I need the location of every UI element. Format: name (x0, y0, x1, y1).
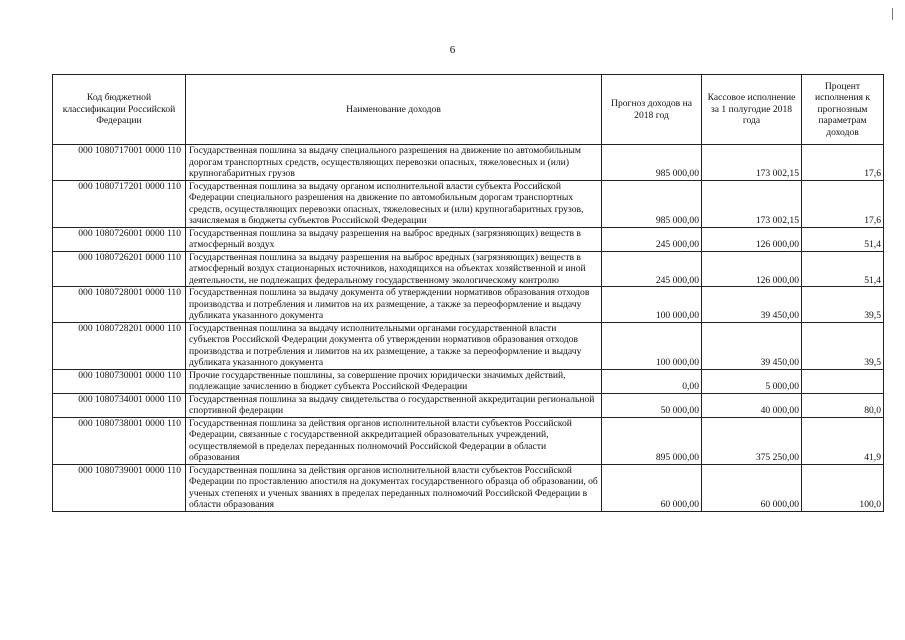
revenue-name-cell: Государственная пошлина за действия органов исполнительной власти субъектов Российской Федерации по проставлению апостиля на документах государственного образца об образовании, об ученых степенях и ученых званиях в пределах переданных полномочий Российской Федерации в области образования (186, 464, 602, 511)
percent-cell: 17,6 (802, 145, 884, 181)
table-row (53, 322, 884, 369)
forecast-cell: 60 000,00 (602, 464, 702, 511)
header-row (53, 75, 884, 145)
executed-cell: 126 000,00 (702, 227, 802, 251)
budget-code-cell: 000 1080726201 0000 110 (53, 251, 186, 287)
percent-cell: 41,9 (802, 417, 884, 464)
table-row (53, 227, 884, 251)
executed-cell: 39 450,00 (702, 322, 802, 369)
table-row (53, 393, 884, 417)
table-row (53, 251, 884, 287)
table-row (53, 145, 884, 181)
revenue-name-cell: Государственная пошлина за выдачу разрешения на выброс вредных (загрязняющих) веществ в атмосферный воздух стационарных источников, находящихся на объектах хозяйственной и иной деятельности, не подлежащих федеральному государственному экологическому контролю (186, 251, 602, 287)
executed-cell: 39 450,00 (702, 287, 802, 323)
percent-cell: 17,6 (802, 180, 884, 227)
table-header (53, 75, 884, 145)
percent-cell: 51,4 (802, 227, 884, 251)
forecast-cell: 985 000,00 (602, 145, 702, 181)
page-number: 6 (449, 44, 456, 56)
forecast-cell: 985 000,00 (602, 180, 702, 227)
header-forecast: Прогноз доходов на 2018 год (602, 75, 702, 145)
forecast-cell: 50 000,00 (602, 393, 702, 417)
table-body (53, 145, 884, 512)
scan-edge-mark (892, 8, 893, 20)
forecast-cell: 245 000,00 (602, 227, 702, 251)
table-row (53, 464, 884, 511)
executed-cell: 40 000,00 (702, 393, 802, 417)
forecast-cell: 245 000,00 (602, 251, 702, 287)
revenue-table-container (52, 74, 884, 512)
header-name: Наименование доходов (186, 75, 602, 145)
budget-code-cell: 000 1080728001 0000 110 (53, 287, 186, 323)
revenue-name-cell: Государственная пошлина за выдачу документа об утверждении нормативов образования отходов производства и потребления и лимитов на их размещение, а также за переоформление и выдачу дубликата указанного документа (186, 287, 602, 323)
revenue-table (52, 74, 884, 512)
budget-code-cell: 000 1080730001 0000 110 (53, 369, 186, 393)
table-row (53, 417, 884, 464)
executed-cell: 173 002,15 (702, 145, 802, 181)
percent-cell: 39,5 (802, 287, 884, 323)
budget-code-cell: 000 1080738001 0000 110 (53, 417, 186, 464)
percent-cell: 100,0 (802, 464, 884, 511)
revenue-name-cell: Государственная пошлина за выдачу свидетельства о государственной аккредитации региональной спортивной федерации (186, 393, 602, 417)
percent-cell: 39,5 (802, 322, 884, 369)
executed-cell: 5 000,00 (702, 369, 802, 393)
revenue-name-cell: Государственная пошлина за действия органов исполнительной власти субъектов Российской Федерации, связанные с государственной аккредитацией образовательных учреждений, осуществляемой в пределах переданных полномочий Российской Федерации в области образования (186, 417, 602, 464)
header-percent: Процент исполнения к прогнозным параметрам доходов (802, 75, 884, 145)
budget-code-cell: 000 1080717201 0000 110 (53, 180, 186, 227)
revenue-name-cell: Государственная пошлина за выдачу органом исполнительной власти субъекта Российской Федерации специального разрешения на движение по автомобильным дорогам транспортных средств, осуществляющих перевозки опасных, тяжеловесных и (или) крупногабаритных грузов, зачисляемая в бюджеты субъектов Российской Федерации (186, 180, 602, 227)
forecast-cell: 100 000,00 (602, 287, 702, 323)
table-row (53, 180, 884, 227)
revenue-name-cell: Государственная пошлина за выдачу разрешения на выброс вредных (загрязняющих) веществ в атмосферный воздух (186, 227, 602, 251)
table-row (53, 287, 884, 323)
percent-cell: 80,0 (802, 393, 884, 417)
executed-cell: 60 000,00 (702, 464, 802, 511)
forecast-cell: 100 000,00 (602, 322, 702, 369)
budget-code-cell: 000 1080726001 0000 110 (53, 227, 186, 251)
executed-cell: 126 000,00 (702, 251, 802, 287)
forecast-cell: 895 000,00 (602, 417, 702, 464)
executed-cell: 173 002,15 (702, 180, 802, 227)
budget-code-cell: 000 1080739001 0000 110 (53, 464, 186, 511)
revenue-name-cell: Государственная пошлина за выдачу специального разрешения на движение по автомобильным дорогам транспортных средств, осуществляющих перевозки опасных, тяжеловесных и (или) крупногабаритных грузов (186, 145, 602, 181)
budget-code-cell: 000 1080717001 0000 110 (53, 145, 186, 181)
header-executed: Кассовое исполнение за 1 полугодие 2018 года (702, 75, 802, 145)
revenue-name-cell: Прочие государственные пошлины, за совершение прочих юридически значимых действий, подлежащие зачислению в бюджет субъекта Российской Федерации (186, 369, 602, 393)
table-row (53, 369, 884, 393)
header-code: Код бюджетной классификации Российской Федерации (53, 75, 186, 145)
budget-code-cell: 000 1080728201 0000 110 (53, 322, 186, 369)
revenue-name-cell: Государственная пошлина за выдачу исполнительными органами государственной власти субъектов Российской Федерации документа об утверждении нормативов образования отходов производства и потребления и лимитов на их размещение, а также за переоформление и выдачу дубликата указанного документа (186, 322, 602, 369)
executed-cell: 375 250,00 (702, 417, 802, 464)
budget-code-cell: 000 1080734001 0000 110 (53, 393, 186, 417)
forecast-cell: 0,00 (602, 369, 702, 393)
percent-cell (802, 369, 884, 393)
percent-cell: 51,4 (802, 251, 884, 287)
